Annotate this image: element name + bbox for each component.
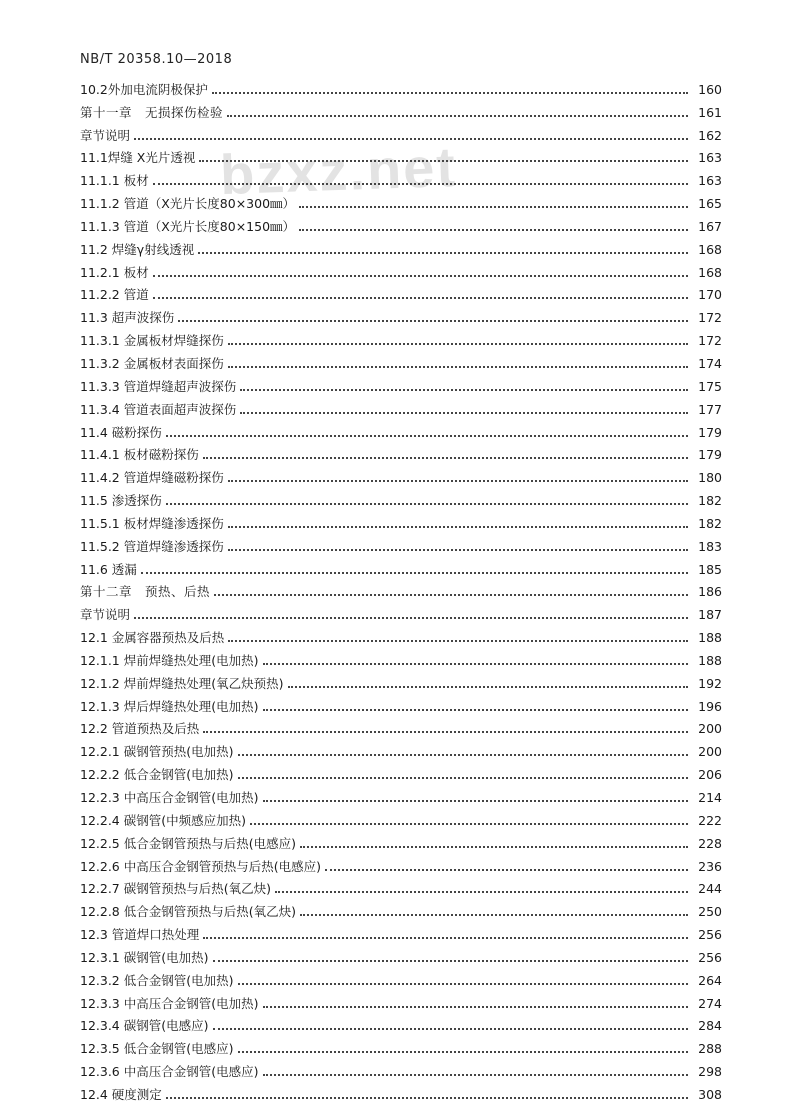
toc-entry[interactable]: [80, 212, 722, 235]
dot-leader: [228, 640, 688, 642]
toc-entry-title: 12.3.1 碳钢管(电加热): [80, 949, 209, 965]
toc-entry-title: 12.1.2 焊前焊缝热处理(氧乙炔预热): [80, 675, 284, 691]
toc-entry-page-number: 244: [698, 881, 722, 897]
dot-leader: [178, 320, 688, 322]
toc-entry[interactable]: [80, 144, 722, 167]
toc-entry-title: 12.2.8 低合金钢管预热与后热(氧乙炔): [80, 904, 296, 920]
toc-entry-page-number: 308: [698, 1086, 722, 1102]
dot-leader: [238, 754, 689, 756]
toc-entry-page-number: 264: [698, 972, 722, 988]
dot-leader: [166, 1097, 688, 1099]
toc-entry[interactable]: [80, 646, 722, 669]
toc-entry-page-number: 180: [698, 470, 722, 486]
toc-entry-title: 11.3.3 管道焊缝超声波探伤: [80, 378, 237, 394]
dot-leader: [212, 92, 688, 94]
toc-entry-title: 11.4.2 管道焊缝磁粉探伤: [80, 470, 224, 486]
toc-entry-title: 11.4.1 板材磁粉探伤: [80, 447, 199, 463]
document-code-header: NB/T 20358.10—2018: [80, 52, 233, 67]
toc-entry-page-number: 163: [698, 150, 722, 166]
toc-entry-page-number: 250: [698, 904, 722, 920]
toc-entry[interactable]: [80, 1012, 722, 1035]
toc-entry[interactable]: [80, 806, 722, 829]
dot-leader: [300, 914, 688, 916]
toc-entry-page-number: 167: [698, 218, 722, 234]
dot-leader: [263, 663, 689, 665]
toc-entry-page-number: 185: [698, 561, 722, 577]
toc-entry[interactable]: [80, 372, 722, 395]
toc-entry-title: 11.3.2 金属板材表面探伤: [80, 355, 224, 371]
dot-leader: [299, 229, 688, 231]
dot-leader: [228, 526, 688, 528]
toc-entry-page-number: 206: [698, 767, 722, 783]
table-of-contents: [80, 75, 722, 1103]
toc-entry-page-number: 196: [698, 698, 722, 714]
toc-entry[interactable]: [80, 235, 722, 258]
dot-leader: [166, 503, 688, 505]
toc-entry[interactable]: [80, 692, 722, 715]
toc-entry-page-number: 214: [698, 790, 722, 805]
toc-entry-title: 12.2.7 碳钢管预热与后热(氧乙炔): [80, 881, 271, 897]
toc-entry-title: 章节说明: [80, 607, 131, 623]
toc-entry[interactable]: [80, 852, 722, 875]
toc-entry-page-number: 192: [698, 675, 722, 691]
toc-entry-page-number: 168: [698, 241, 722, 257]
dot-leader: [134, 617, 688, 619]
toc-entry-page-number: 165: [698, 196, 722, 212]
toc-entry-title: 12.3.2 低合金钢管(电加热): [80, 972, 234, 988]
dot-leader: [238, 983, 689, 985]
toc-entry-page-number: 284: [698, 1018, 722, 1034]
dot-leader: [214, 594, 688, 596]
toc-entry[interactable]: [80, 669, 722, 692]
dot-leader: [227, 115, 688, 117]
dot-leader: [213, 960, 689, 962]
toc-entry-page-number: 183: [698, 538, 722, 554]
toc-entry[interactable]: [80, 349, 722, 372]
toc-entry[interactable]: [80, 829, 722, 852]
toc-entry-page-number: 256: [698, 949, 722, 965]
toc-entry[interactable]: [80, 920, 722, 943]
dot-leader: [203, 731, 688, 733]
toc-entry-page-number: 182: [698, 493, 722, 509]
toc-entry-title: 第十二章 预热、后热: [80, 584, 211, 600]
toc-entry-title: 12.2.1 碳钢管预热(电加热): [80, 744, 234, 760]
toc-entry[interactable]: [80, 326, 722, 349]
dot-leader: [228, 343, 688, 345]
toc-entry[interactable]: [80, 760, 722, 783]
toc-entry[interactable]: [80, 578, 722, 601]
toc-entry[interactable]: [80, 532, 722, 555]
toc-entry[interactable]: [80, 281, 722, 304]
toc-entry-title: 11.1.2 管道（X光片长度80×300㎜）: [80, 196, 296, 212]
dot-leader: [275, 891, 688, 893]
toc-entry-title: 12.1 金属容器预热及后热: [80, 630, 225, 646]
toc-entry-page-number: 172: [698, 333, 722, 349]
toc-entry-title: 12.1.1 焊前焊缝热处理(电加热): [80, 652, 259, 668]
toc-entry[interactable]: [80, 441, 722, 464]
toc-entry-page-number: 179: [698, 424, 722, 440]
dot-leader: [213, 1028, 689, 1030]
toc-entry-page-number: 177: [698, 401, 722, 417]
toc-entry-title: 章节说明: [80, 127, 131, 143]
toc-entry-title: 12.4 硬度测定: [80, 1086, 162, 1102]
toc-entry-page-number: 228: [698, 835, 722, 851]
dot-leader: [153, 275, 688, 277]
dot-leader: [300, 846, 688, 848]
toc-entry-page-number: 236: [698, 858, 722, 874]
toc-entry-title: 11.6 透漏: [80, 561, 137, 577]
dot-leader: [228, 480, 688, 482]
toc-entry-page-number: 175: [698, 378, 722, 394]
toc-entry[interactable]: [80, 303, 722, 326]
toc-entry[interactable]: [80, 943, 722, 966]
toc-entry[interactable]: [80, 555, 722, 578]
toc-entry-title: 12.3.3 中高压合金钢管(电加热): [80, 995, 259, 1011]
toc-entry[interactable]: [80, 395, 722, 418]
dot-leader: [263, 1006, 689, 1008]
toc-entry-title: 11.1焊缝 X光片透视: [80, 150, 196, 166]
toc-entry-page-number: 179: [698, 447, 722, 463]
toc-entry-page-number: 172: [698, 310, 722, 326]
toc-entry[interactable]: [80, 715, 722, 738]
toc-entry-title: 12.2 管道预热及后热: [80, 721, 200, 737]
toc-entry[interactable]: [80, 1057, 722, 1080]
toc-entry-page-number: 163: [698, 173, 722, 189]
toc-entry[interactable]: [80, 509, 722, 532]
dot-leader: [240, 389, 688, 391]
toc-entry-title: 12.1.3 焊后焊缝热处理(电加热): [80, 698, 259, 714]
dot-leader: [228, 366, 688, 368]
toc-entry-title: 10.2外加电流阴极保护: [80, 81, 208, 97]
toc-entry-page-number: 200: [698, 721, 722, 737]
toc-entry-page-number: 188: [698, 630, 722, 646]
dot-leader: [141, 572, 688, 574]
toc-entry-page-number: 162: [698, 127, 722, 143]
toc-entry[interactable]: [80, 989, 722, 1012]
toc-entry-title: 11.3.1 金属板材焊缝探伤: [80, 333, 224, 349]
toc-entry-page-number: 186: [698, 584, 722, 600]
toc-entry[interactable]: [80, 600, 722, 623]
dot-leader: [198, 252, 688, 254]
toc-entry-page-number: 200: [698, 744, 722, 760]
toc-entry[interactable]: [80, 166, 722, 189]
dot-leader: [203, 457, 688, 459]
toc-entry-title: 11.2.2 管道: [80, 287, 149, 303]
toc-entry-page-number: 174: [698, 355, 722, 371]
dot-leader: [263, 1074, 689, 1076]
toc-entry-page-number: 170: [698, 287, 722, 303]
toc-entry-title: 12.3.4 碳钢管(电感应): [80, 1018, 209, 1034]
toc-entry[interactable]: [80, 486, 722, 509]
dot-leader: [250, 823, 688, 825]
toc-entry[interactable]: [80, 875, 722, 898]
dot-leader: [203, 937, 688, 939]
toc-entry-title: 12.2.3 中高压合金钢管(电加热): [80, 790, 259, 805]
dot-leader: [263, 709, 689, 711]
dot-leader: [199, 160, 688, 162]
toc-entry[interactable]: [80, 783, 722, 806]
toc-entry[interactable]: [80, 1080, 722, 1103]
toc-entry-title: 11.5.2 管道焊缝渗透探伤: [80, 538, 224, 554]
toc-entry[interactable]: [80, 98, 722, 121]
toc-entry-title: 12.3.6 中高压合金钢管(电感应): [80, 1064, 259, 1080]
toc-entry-title: 11.4 磁粉探伤: [80, 424, 162, 440]
toc-entry-page-number: 274: [698, 995, 722, 1011]
toc-entry[interactable]: [80, 966, 722, 989]
toc-entry-title: 11.2.1 板材: [80, 264, 149, 280]
dot-leader: [263, 800, 689, 802]
dot-leader: [134, 138, 688, 140]
dot-leader: [153, 183, 688, 185]
toc-entry-title: 12.3.5 低合金钢管(电感应): [80, 1041, 234, 1057]
dot-leader: [228, 549, 688, 551]
toc-entry[interactable]: [80, 623, 722, 646]
toc-entry-title: 第十一章 无损探伤检验: [80, 104, 224, 120]
dot-leader: [288, 686, 689, 688]
toc-entry-title: 11.2 焊缝γ射线透视: [80, 241, 195, 257]
dot-leader: [299, 206, 688, 208]
dot-leader: [153, 297, 688, 299]
toc-entry-title: 11.1.3 管道（X光片长度80×150㎜）: [80, 218, 296, 234]
toc-entry-title: 11.5 渗透探伤: [80, 493, 162, 509]
toc-entry-page-number: 188: [698, 652, 722, 668]
toc-entry[interactable]: [80, 418, 722, 441]
toc-entry-title: 11.1.1 板材: [80, 173, 149, 189]
toc-entry-page-number: 187: [698, 607, 722, 623]
toc-entry-title: 11.5.1 板材焊缝渗透探伤: [80, 515, 224, 531]
toc-entry-title: 11.3.4 管道表面超声波探伤: [80, 401, 237, 417]
toc-entry-page-number: 168: [698, 264, 722, 280]
toc-entry[interactable]: [80, 121, 722, 144]
toc-entry-title: 12.3 管道焊口热处理: [80, 927, 200, 943]
toc-entry[interactable]: [80, 897, 722, 920]
dot-leader: [238, 1051, 689, 1053]
toc-entry[interactable]: [80, 189, 722, 212]
toc-entry-title: 12.2.5 低合金钢管预热与后热(电感应): [80, 835, 296, 851]
toc-entry-page-number: 182: [698, 515, 722, 531]
dot-leader: [238, 777, 689, 779]
toc-entry[interactable]: [80, 258, 722, 281]
toc-entry-page-number: 222: [698, 812, 722, 828]
toc-entry-title: 12.2.2 低合金钢管(电加热): [80, 767, 234, 783]
dot-leader: [166, 435, 688, 437]
toc-entry-title: 12.2.4 碳钢管(中频感应加热): [80, 812, 246, 828]
toc-entry-title: 11.3 超声波探伤: [80, 310, 175, 326]
toc-entry-page-number: 161: [698, 104, 722, 120]
toc-entry-title: 12.2.6 中高压合金钢管预热与后热(电感应): [80, 858, 321, 874]
dot-leader: [240, 412, 688, 414]
toc-entry[interactable]: [80, 463, 722, 486]
toc-entry-page-number: 256: [698, 927, 722, 943]
dot-leader: [325, 869, 688, 871]
toc-entry-page-number: 288: [698, 1041, 722, 1057]
watermark-text: bzxz.net: [218, 134, 458, 207]
toc-entry-page-number: 298: [698, 1064, 722, 1080]
toc-entry[interactable]: [80, 1034, 722, 1057]
toc-entry-page-number: 160: [698, 81, 722, 97]
toc-entry[interactable]: [80, 75, 722, 98]
toc-entry[interactable]: [80, 737, 722, 760]
